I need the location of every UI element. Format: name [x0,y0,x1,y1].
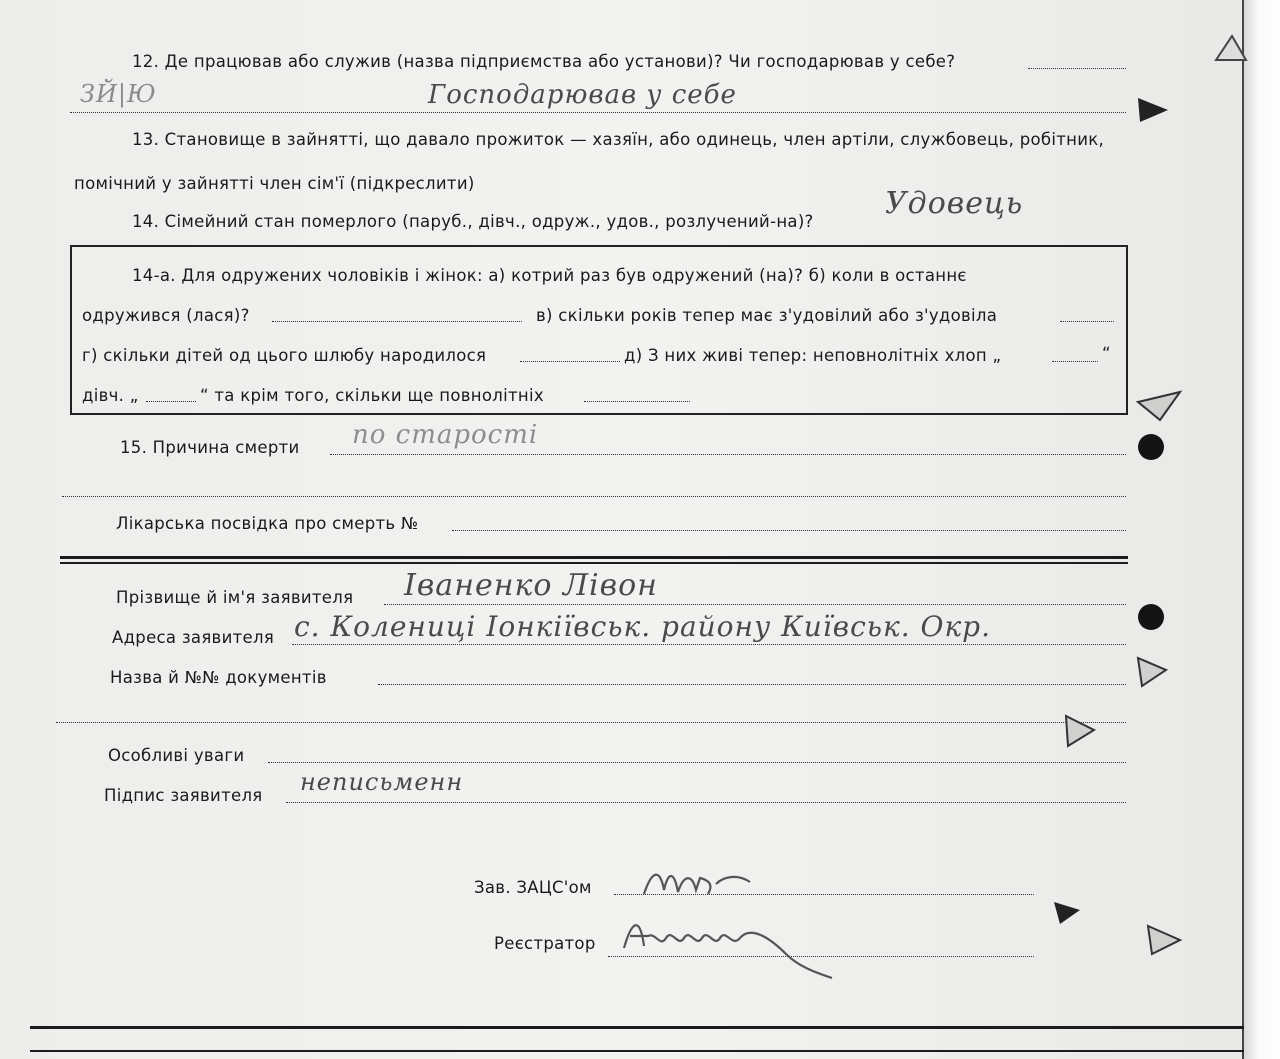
applicant-address-value: с. Колениці Іонкіївськ. району Київськ. Окр. [294,610,992,643]
q14a-line2a: одружився (лася)? [82,306,250,325]
q14a-children-line [520,361,620,362]
paper-tear-mark [1134,96,1174,126]
binding-hole [1138,604,1164,630]
head-of-registry-signature [638,860,778,904]
q14-answer: Удовець [885,186,1024,221]
remarks-label: Особливі уваги [108,746,245,765]
documents-line [378,684,1126,685]
applicant-address-label: Адреса заявителя [112,628,275,647]
q14a-girls-line [146,401,196,402]
q15-extra-line [62,496,1126,497]
q15-answer-line [330,454,1126,455]
paper-tear-mark [1210,30,1250,70]
paper-tear-mark [1050,898,1086,928]
q15-answer: по старості [352,420,539,450]
q12-answer-line [70,112,1126,113]
applicant-signature-value: неписьменн [300,768,464,796]
head-of-registry-label: Зав. ЗАЦС'ом [474,878,592,897]
q14a-line3b: д) З них живі тепер: неповнолітніх хлоп „ [624,346,1002,365]
binding-hole [1138,434,1164,460]
applicant-name-label: Прізвище й ім'я заявителя [116,588,354,607]
paper-tear-mark [1132,652,1172,692]
q14a-line4a: дівч. „ [82,386,139,405]
applicant-name-value: Іваненко Лівон [404,568,658,603]
q12-fill-line [1028,68,1126,69]
applicant-signature-line [286,802,1126,803]
applicant-address-line [292,644,1126,645]
q14a-line2b: в) скільки років тепер має з'удовілий або з'удовіла [536,306,998,325]
paper-tear-mark [1134,388,1184,424]
q12-label: 12. Де працював або служив (назва підприємства або установи)? Чи господарював у себе? [132,52,956,71]
registrar-signature [618,908,848,988]
q14-label: 14. Сімейний стан померлого (паруб., дівч., одруж., удов., розлучений-на)? [132,212,814,231]
medical-certificate-line [452,530,1126,531]
q14a-line3a: г) скільки дітей од цього шлюбу народилося [82,346,487,365]
q12-answer: Господарював у себе [428,80,737,110]
q13-line1: 13. Становище в зайнятті, що давало прожиток — хазяїн, або одинець, член артіли, службовець, робітник, [132,130,1105,149]
applicant-name-line [384,604,1126,605]
paper-tear-mark [1144,920,1184,960]
applicant-signature-label: Підпис заявителя [104,786,263,805]
medical-certificate-label: Лікарська посвідка про смерть № [116,514,419,533]
page-edge [1242,0,1280,1059]
q14a-line3c: “ [1102,344,1111,363]
q15-label: 15. Причина смерти [120,438,300,457]
q14a-adults-line [584,401,690,402]
registrar-label: Реєстратор [494,934,596,953]
q14a-line4b: “ та крім того, скільки ще повнолітніх [200,386,544,405]
paper-tear-mark [1060,712,1100,752]
q14a-married-when-line [272,321,522,322]
q12-margin-note: ЗЙ|Ю [80,80,157,108]
documents-extra-line [56,722,1126,723]
q14a-years-line [1060,321,1114,322]
documents-label: Назва й №№ документів [110,668,327,687]
q13-line2: помічний у зайнятті член сім'ї (підкреслити) [74,174,475,193]
section-divider-top [60,556,1128,559]
footer-rule-bottom [30,1050,1244,1052]
section-divider-bottom [60,562,1128,564]
q14a-line1: 14-а. Для одружених чоловіків і жінок: а) котрий раз був одружений (на)? б) коли в останнє [132,266,967,285]
remarks-line [268,762,1126,763]
q14a-boys-line [1052,361,1098,362]
footer-rule-top [30,1026,1244,1029]
